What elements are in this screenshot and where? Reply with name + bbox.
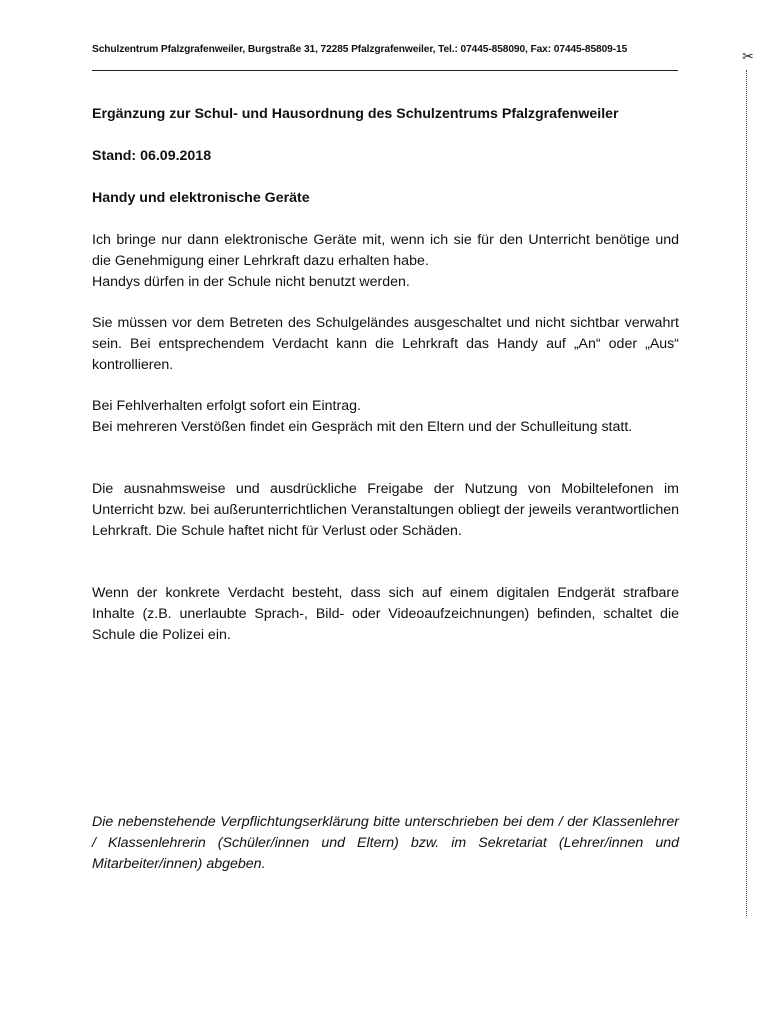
footer-note: Die nebenstehende Verpflichtungserklärung bitte unterschrieben bei dem / der Klassenlehrer / Klassenlehrerin (Schüler/innen und Eltern) bzw. im Sekretariat (Lehrer/innen und Mitarbeiter/innen) abgeben. <box>92 814 679 872</box>
paragraph-exception: Die ausnahmsweise und ausdrückliche Freigabe der Nutzung von Mobiltelefonen im Unterricht bzw. bei außerunterrichtlichen Veranstaltungen obliegt der jeweils verantwortlichen Lehrkraft. Die Schule haftet nicht für Verlust oder Schäden. <box>92 481 679 539</box>
letterhead-address: Schulzentrum Pfalzgrafenweiler, Burgstraße 31, 72285 Pfalzgrafenweiler, Tel.: 07445-858090, Fax: 07445-85809-15 <box>92 44 628 55</box>
paragraph-misconduct-line-1: Bei Fehlverhalten erfolgt sofort ein Eintrag. <box>92 398 361 414</box>
document-title: Ergänzung zur Schul- und Hausordnung des Schulzentrums Pfalzgrafenweiler <box>92 106 619 122</box>
letterhead-divider <box>92 70 678 71</box>
paragraph-switch-off: Sie müssen vor dem Betreten des Schulgeländes ausgeschaltet und nicht sichtbar verwahrt sein. Bei entsprechendem Verdacht kann die Lehrkraft das Handy auf „An“ oder „Aus“ kontrollieren. <box>92 315 679 373</box>
paragraph-police: Wenn der konkrete Verdacht besteht, dass sich auf einem digitalen Endgerät strafbare Inhalte (z.B. unerlaubte Sprach-, Bild- oder Videoaufzeichnungen) befinden, schaltet die Schule die Polizei ein. <box>92 585 679 643</box>
paragraph-misconduct-line-2: Bei mehreren Verstößen findet ein Gespräch mit den Eltern und der Schulleitung statt. <box>92 419 633 435</box>
document-date: Stand: 06.09.2018 <box>92 148 212 164</box>
paragraph-devices-line-2: Handys dürfen in der Schule nicht benutzt werden. <box>92 274 410 290</box>
section-heading: Handy und elektronische Geräte <box>92 190 310 206</box>
scissors-icon: ✂ <box>742 48 754 64</box>
cut-line <box>746 70 747 916</box>
paragraph-devices <box>92 230 679 293</box>
paragraph-misconduct <box>92 396 679 438</box>
paragraph-devices-line-1: Ich bringe nur dann elektronische Geräte mit, wenn ich sie für den Unterricht benötige und die Genehmigung einer Lehrkraft dazu erhalten habe. <box>92 232 679 269</box>
